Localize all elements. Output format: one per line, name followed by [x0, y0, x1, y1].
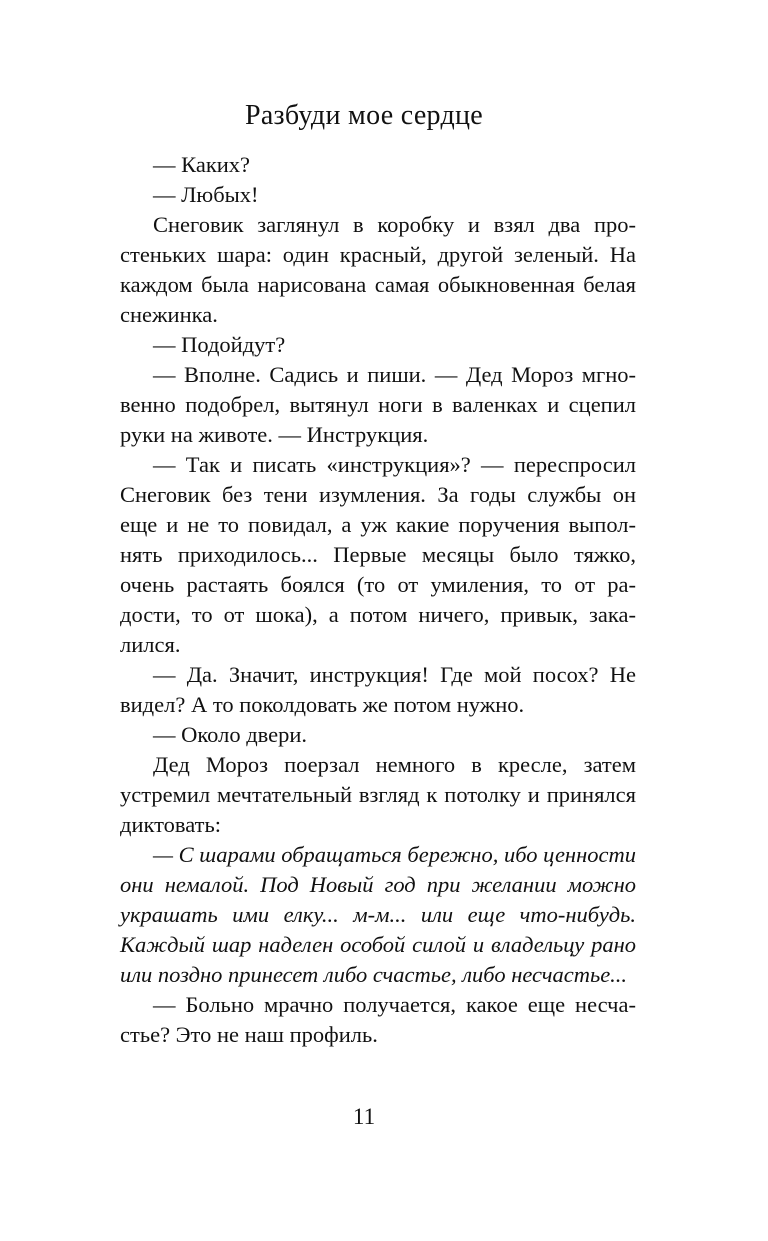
paragraph: — Каких?: [153, 152, 251, 177]
paragraph: — Подойдут?: [153, 332, 286, 357]
paragraph: — Так и писать «инструкция»? — переспросил Снеговик без тени изумления. За годы службы он еще и не то повидал, а уж какие поручения выполнять приходилось... Первые месяцы было тяжко, очень растаять боялся (то от умиления, то от радости, то от шока), а потом ничего, привык, закалился.: [120, 452, 636, 657]
paragraph: — Любых!: [153, 182, 259, 207]
page-number: 11: [352, 1104, 376, 1129]
italic-paragraph: — С шарами обращаться бережно, ибо ценности они немалой. Под Новый год при желании можно украшать ими елку... м-м... или еще что-нибудь. Каждый шар наделен особой силой и владельцу рано или поздно принесет либо счастье, либо несчастье...: [120, 842, 636, 987]
running-head: Разбуди мое сердце: [244, 100, 484, 131]
paragraph: Дед Мороз поерзал немного в кресле, затем устремил мечтательный взгляд к потолку и принялся диктовать:: [120, 752, 636, 837]
body-text: [120, 150, 636, 1050]
paragraph: Снеговик заглянул в коробку и взял два простеньких шара: один красный, другой зеленый. На каждом была нарисована самая обыкновенная белая снежинка.: [120, 212, 636, 327]
paragraph: — Да. Значит, инструкция! Где мой посох? Не видел? А то поколдовать же потом нужно.: [120, 662, 636, 717]
paragraph: — Около двери.: [153, 722, 308, 747]
paragraph: — Больно мрачно получается, какое еще несчастье? Это не наш профиль.: [120, 992, 636, 1047]
paragraph: — Вполне. Садись и пиши. — Дед Мороз мгновенно подобрел, вытянул ноги в валенках и сцепил руки на животе. — Инструкция.: [120, 362, 636, 447]
